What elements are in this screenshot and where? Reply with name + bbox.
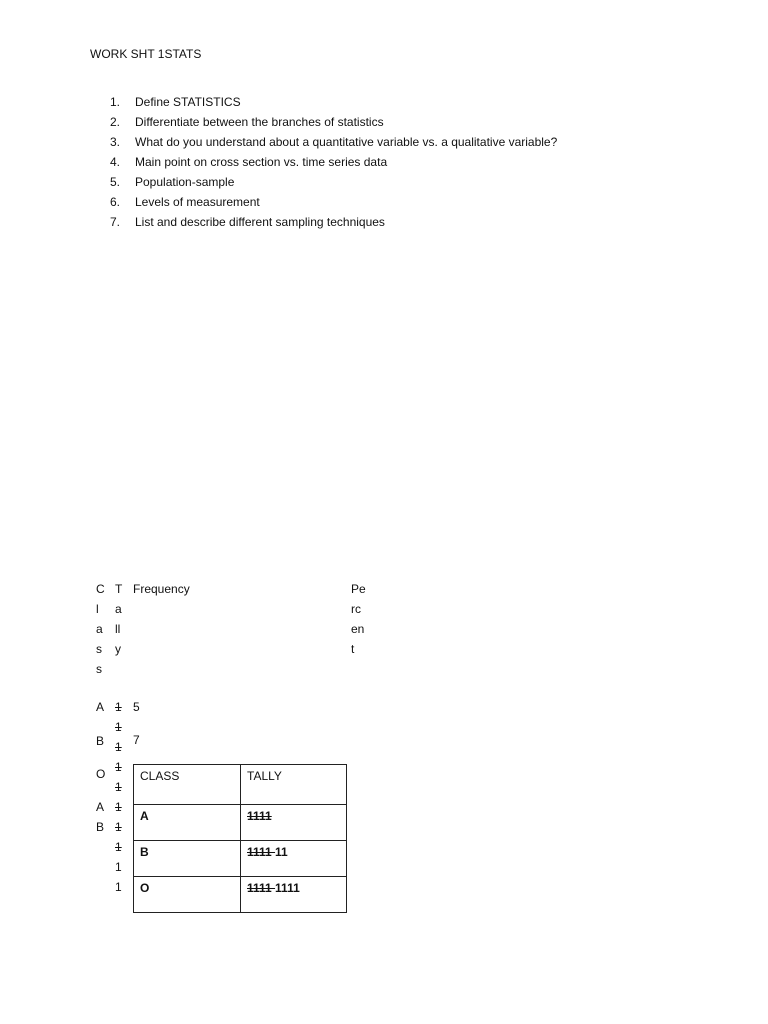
tally-mark: 1 — [115, 800, 122, 814]
tally-cell — [241, 841, 347, 877]
list-item: 4. Main point on cross section vs. time series data — [110, 155, 388, 169]
tally-struck: 1111 — [247, 809, 272, 823]
row-label-ab-2: B — [96, 820, 105, 834]
percent-header-part: rc — [351, 602, 361, 616]
list-item: 6. Levels of measurement — [110, 195, 260, 209]
table-header-row — [134, 765, 347, 805]
list-item: 1. Define STATISTICS — [110, 95, 241, 109]
table-row — [134, 841, 347, 877]
tally-mark: 1 — [115, 700, 122, 714]
list-item: 5. Population-sample — [110, 175, 235, 189]
class-header-column — [96, 581, 105, 681]
tally-header-letter: T — [115, 582, 123, 596]
question-list — [110, 94, 557, 234]
tally-mark: 1 — [115, 840, 122, 854]
percent-header-part: Pe — [351, 582, 366, 596]
tally-mark: 1 — [115, 760, 122, 774]
tally-mark: 1 — [115, 740, 122, 754]
tally-struck: 1111 — [247, 845, 276, 859]
class-header-letter: a — [96, 622, 103, 636]
row-label-o: O — [96, 767, 106, 781]
tally-cell — [241, 877, 347, 913]
tally-mark: 1 — [115, 860, 122, 874]
tally-rest: 1111 — [275, 881, 300, 895]
table-row — [134, 805, 347, 841]
header-tally: TALLY — [241, 765, 347, 805]
list-item: 7. List and describe different sampling techniques — [110, 215, 385, 229]
table-row — [134, 877, 347, 913]
freq-a: 5 — [133, 700, 140, 714]
class-header-letter: s — [96, 642, 102, 656]
tally-table — [133, 764, 347, 913]
tally-mark: 1 — [115, 880, 122, 894]
tally-rest: 11 — [275, 845, 288, 859]
tally-header-letter: a — [115, 602, 122, 616]
freq-b: 7 — [133, 733, 140, 747]
class-header-letter: l — [96, 602, 99, 616]
class-header-letter: s — [96, 662, 102, 676]
percent-header-part: t — [351, 642, 355, 656]
tally-mark: 1 — [115, 720, 122, 734]
row-label-ab-1: A — [96, 800, 105, 814]
row-label-a: A — [96, 700, 105, 714]
class-cell: B — [134, 841, 241, 877]
tally-struck: 1111 — [247, 881, 276, 895]
tally-header-letter: y — [115, 642, 121, 656]
row-label-b: B — [96, 734, 105, 748]
class-cell: O — [134, 877, 241, 913]
tally-cell — [241, 805, 347, 841]
class-header-letter: C — [96, 582, 105, 596]
tally-header-letter: ll — [115, 622, 121, 636]
tally-mark: 1 — [115, 820, 122, 834]
worksheet-title: WORK SHT 1STATS — [90, 47, 202, 61]
percent-header-column — [351, 581, 366, 661]
tally-mark: 1 — [115, 780, 122, 794]
percent-header-part: en — [351, 622, 365, 636]
tally-marks-column — [115, 699, 122, 899]
list-item: 3. What do you understand about a quantitative variable vs. a qualitative variable? — [110, 135, 558, 149]
tally-header-column — [115, 581, 122, 661]
frequency-header: Frequency — [133, 582, 190, 596]
header-class: CLASS — [134, 765, 241, 805]
class-cell: A — [134, 805, 241, 841]
list-item: 2. Differentiate between the branches of statistics — [110, 115, 384, 129]
